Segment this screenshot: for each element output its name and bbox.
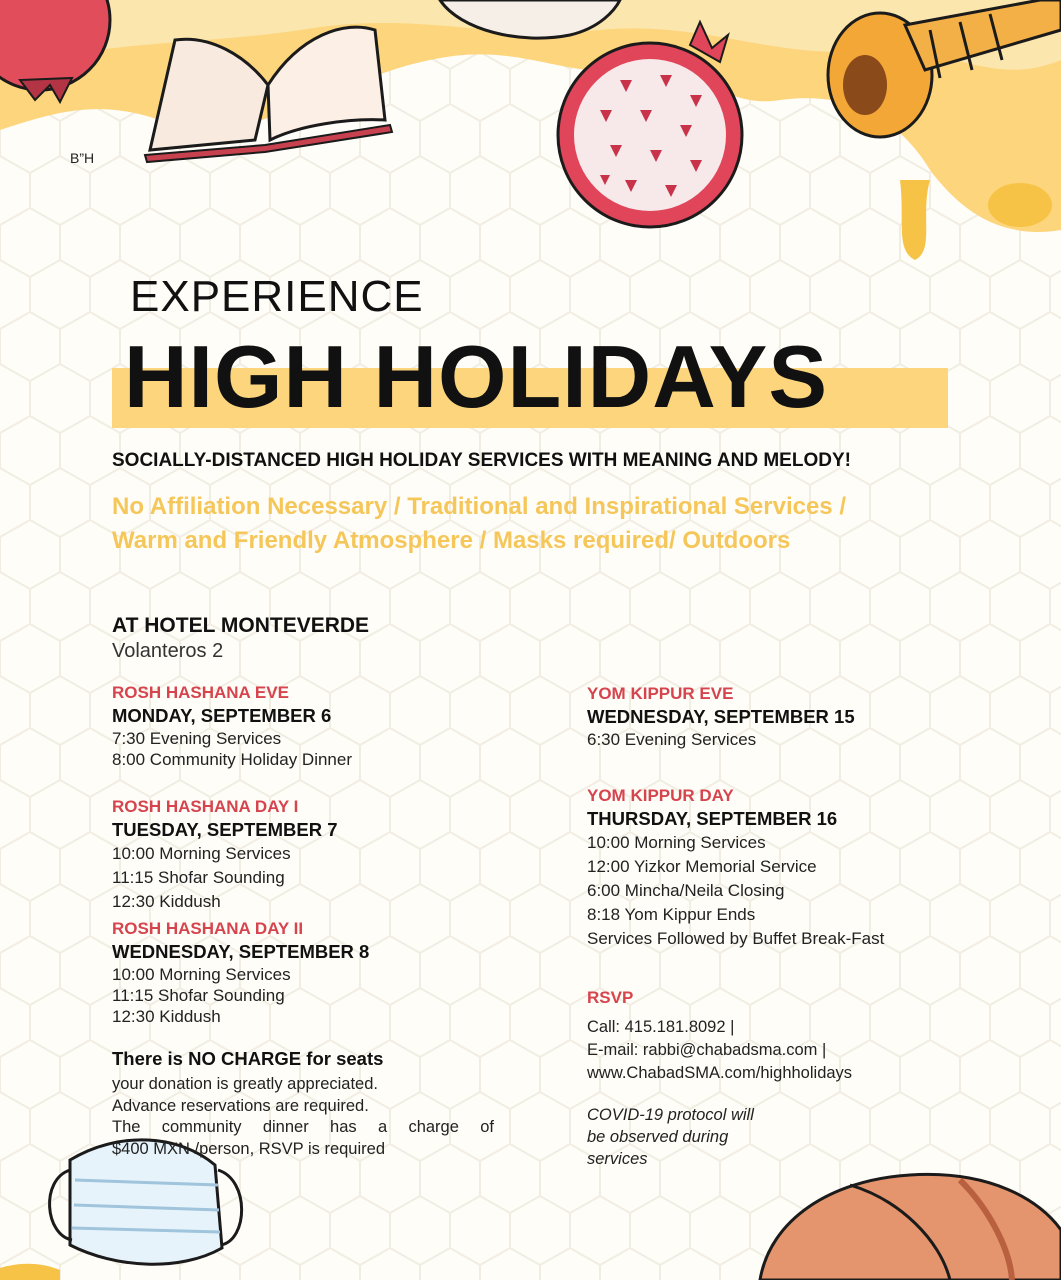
rosh-hashana-day2-section	[112, 918, 369, 1027]
section-date: MONDAY, SEPTEMBER 6	[112, 705, 332, 726]
covid-notice	[587, 1104, 754, 1170]
venue-address: Volanteros 2	[112, 640, 224, 662]
features-line-2: Warm and Friendly Atmosphere / Masks required/ Outdoors	[112, 527, 791, 554]
schedule-line: 12:30 Kiddush	[112, 1007, 221, 1026]
section-name: ROSH HASHANA DAY I	[112, 797, 299, 816]
charge-line: $400 MXN /person, RSVP is required	[112, 1139, 385, 1158]
rsvp-contact	[587, 1016, 852, 1085]
charge-line: Advance reservations are required.	[112, 1096, 369, 1115]
schedule-line: 8:18 Yom Kippur Ends	[587, 905, 756, 924]
schedule-line: 11:15 Shofar Sounding	[112, 986, 285, 1005]
covid-line: services	[587, 1150, 648, 1168]
section-name: YOM KIPPUR DAY	[587, 786, 734, 805]
no-charge-title: There is NO CHARGE for seats	[112, 1048, 384, 1069]
pre-title: EXPERIENCE	[130, 272, 424, 321]
no-charge-details	[112, 1074, 494, 1160]
schedule-line: 12:00 Yizkor Memorial Service	[587, 857, 817, 876]
rosh-hashana-eve-section	[112, 682, 352, 770]
section-name: YOM KIPPUR EVE	[587, 684, 734, 703]
subtitle: SOCIALLY-DISTANCED HIGH HOLIDAY SERVICES WITH MEANING AND MELODY!	[112, 450, 851, 471]
schedule-line: 10:00 Morning Services	[587, 833, 766, 852]
schedule-line: 11:15 Shofar Sounding	[112, 868, 285, 887]
rsvp-phone[interactable]: Call: 415.181.8092 |	[587, 1018, 735, 1036]
charge-line: The community dinner has a charge of	[112, 1118, 494, 1136]
schedule-line: 10:00 Morning Services	[112, 844, 291, 863]
covid-line: COVID-19 protocol will	[587, 1106, 754, 1124]
yom-kippur-day-section	[587, 785, 884, 951]
schedule-line: 12:30 Kiddush	[112, 892, 221, 911]
covid-line: be observed during	[587, 1128, 729, 1146]
schedule-line: 8:00 Community Holiday Dinner	[112, 750, 352, 769]
section-name: ROSH HASHANA EVE	[112, 683, 289, 702]
features	[112, 490, 972, 558]
charge-line: your donation is greatly appreciated.	[112, 1075, 378, 1093]
rsvp-email[interactable]: E-mail: rabbi@chabadsma.com |	[587, 1041, 827, 1059]
section-date: WEDNESDAY, SEPTEMBER 8	[112, 941, 370, 962]
rosh-hashana-day1-section	[112, 796, 338, 914]
schedule-line: 10:00 Morning Services	[112, 965, 291, 984]
rsvp-website[interactable]: www.ChabadSMA.com/highholidays	[587, 1064, 853, 1082]
rsvp-title: RSVP	[587, 988, 634, 1007]
features-line-1: No Affiliation Necessary / Traditional and Inspirational Services /	[112, 493, 846, 520]
schedule-line: Services Followed by Buffet Break-Fast	[587, 929, 885, 948]
main-title: HIGH HOLIDAYS	[124, 327, 829, 426]
section-date: WEDNESDAY, SEPTEMBER 15	[587, 706, 855, 727]
schedule-line: 7:30 Evening Services	[112, 729, 282, 748]
schedule-line: 6:30 Evening Services	[587, 730, 757, 749]
section-name: ROSH HASHANA DAY II	[112, 919, 304, 938]
venue-name: AT HOTEL MONTEVERDE	[112, 614, 370, 637]
bh-mark: B”H	[70, 150, 95, 166]
yom-kippur-eve-section	[587, 683, 855, 750]
schedule-line: 6:00 Mincha/Neila Closing	[587, 881, 785, 900]
section-date: THURSDAY, SEPTEMBER 16	[587, 808, 838, 829]
section-date: TUESDAY, SEPTEMBER 7	[112, 819, 338, 840]
